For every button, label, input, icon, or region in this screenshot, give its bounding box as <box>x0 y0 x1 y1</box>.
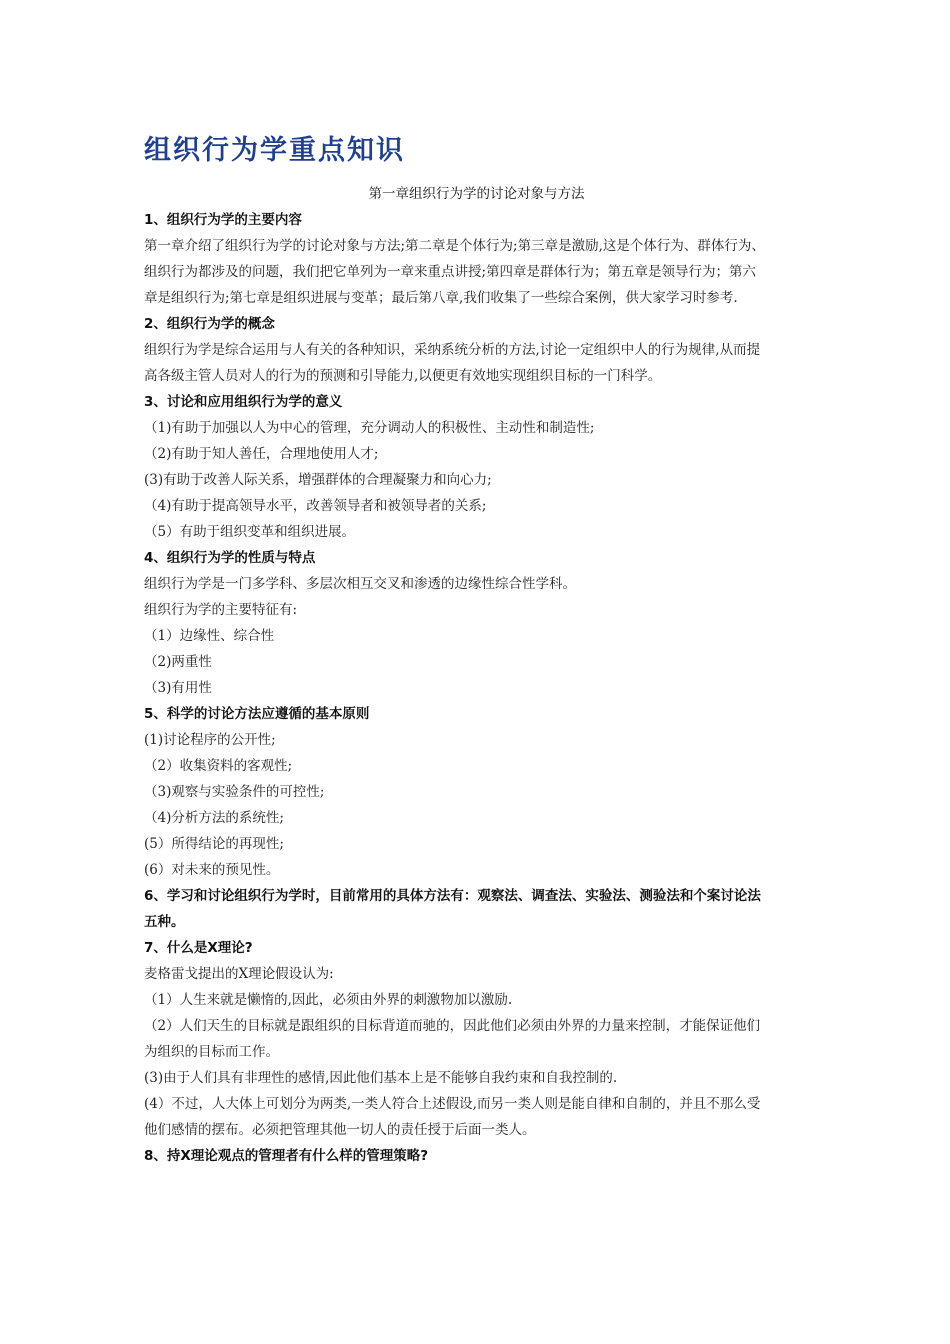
section-heading: 4、组织行为学的性质与特点 <box>144 550 316 566</box>
section-heading: 1、组织行为学的主要内容 <box>144 212 302 228</box>
section-heading: 五种。 <box>144 914 185 930</box>
paragraph-line: (3)由于人们具有非理性的感情,因此他们基本上是不能够自我约束和自我控制的. <box>144 1070 618 1086</box>
chapter-heading: 第一章组织行为学的讨论对象与方法 <box>368 186 585 202</box>
paragraph-line: （2）人们天生的目标就是跟组织的目标背道而驰的，因此他们必须由外界的力量来控制，才能保证他们 <box>144 1018 761 1034</box>
document-body <box>144 207 814 1169</box>
section-heading: 3、讨论和应用组织行为学的意义 <box>144 394 343 410</box>
paragraph-line: 组织行为都涉及的问题，我们把它单列为一章来重点讲授;第四章是群体行为；第五章是领导行为；第六 <box>144 264 757 280</box>
paragraph-line: （4)有助于提高领导水平，改善领导者和被领导者的关系; <box>144 498 487 514</box>
section-heading: 5、科学的讨论方法应遵循的基本原则 <box>144 706 370 722</box>
paragraph-line: 组织行为学是综合运用与人有关的各种知识，采纳系统分析的方法,讨论一定组织中人的行为规律,从而提 <box>144 342 761 358</box>
paragraph-line: (4）不过，人大体上可划分为两类,一类人符合上述假设,而另一类人则是能自律和自制的，并且不那么受 <box>144 1096 761 1112</box>
paragraph-line: （2）收集资料的客观性; <box>144 758 293 774</box>
paragraph-line: 组织行为学是一门多学科、多层次相互交叉和渗透的边缘性综合性学科。 <box>144 576 576 592</box>
paragraph-line: （3)观察与实验条件的可控性; <box>144 784 325 800</box>
section-heading: 2、组织行为学的概念 <box>144 316 275 332</box>
document-title: 组织行为学重点知识 <box>144 135 405 166</box>
paragraph-line: 他们感情的摆布。必须把管理其他一切人的责任授于后面一类人。 <box>144 1122 536 1138</box>
paragraph-line: 组织行为学的主要特征有: <box>144 602 298 618</box>
paragraph-line: (5）所得结论的再现性; <box>144 836 284 852</box>
section-heading: 8、持X理论观点的管理者有什么样的管理策略? <box>144 1148 429 1164</box>
paragraph-line: 为组织的目标而工作。 <box>144 1044 279 1060</box>
paragraph-line: （1）人生来就是懒惰的,因此，必须由外界的刺激物加以激励. <box>144 992 513 1008</box>
section-heading: 7、什么是X理论? <box>144 940 253 956</box>
paragraph-line: （2)有助于知人善任，合理地使用人才; <box>144 446 379 462</box>
paragraph-line: (1)讨论程序的公开性; <box>144 732 276 748</box>
section-heading: 6、学习和讨论组织行为学时，目前常用的具体方法有：观察法、调查法、实验法、测验法和个案讨论法 <box>144 888 761 904</box>
paragraph-line: 第一章介绍了组织行为学的讨论对象与方法;第二章是个体行为;第三章是激励,这是个体行为、群体行为、 <box>144 238 765 254</box>
paragraph-line: （4)分析方法的系统性; <box>144 810 284 826</box>
paragraph-line: （1）边缘性、综合性 <box>144 628 275 644</box>
paragraph-line: (3)有助于改善人际关系，增强群体的合理凝聚力和向心力; <box>144 472 492 488</box>
paragraph-line: 高各级主管人员对人的行为的预测和引导能力,以便更有效地实现组织目标的一门科学。 <box>144 368 662 384</box>
paragraph-line: (6）对未来的预见性。 <box>144 862 280 878</box>
paragraph-line: 麦格雷戈提出的X理论假设认为: <box>144 966 334 982</box>
paragraph-line: （5）有助于组织变革和组织进展。 <box>144 524 356 540</box>
paragraph-line: （2)两重性 <box>144 654 212 670</box>
paragraph-line: 章是组织行为;第七章是组织进展与变革；最后第八章,我们收集了一些综合案例，供大家学习时参考. <box>144 290 738 306</box>
paragraph-line: （1)有助于加强以人为中心的管理，充分调动人的积极性、主动性和制造性; <box>144 420 595 436</box>
paragraph-line: （3)有用性 <box>144 680 212 696</box>
